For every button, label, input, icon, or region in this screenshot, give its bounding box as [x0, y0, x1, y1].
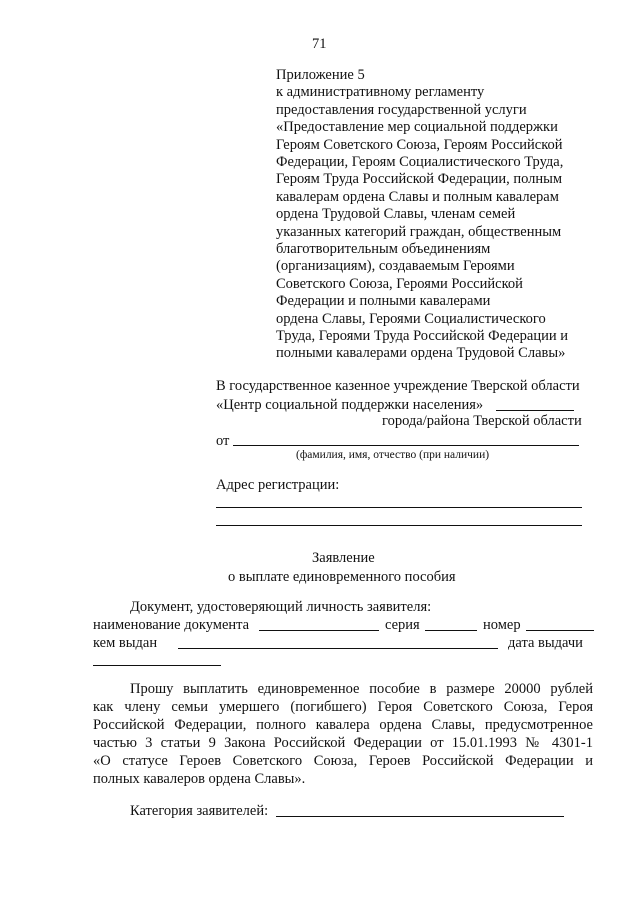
issue-date-field[interactable]	[93, 665, 221, 666]
appendix-line: ордена Славы, Героями Социалистического	[276, 310, 546, 327]
number-field[interactable]	[526, 630, 594, 631]
appendix-line: Героям Советского Союза, Героям Российской	[276, 136, 563, 153]
appendix-line: Федерации и полными кавалерами	[276, 293, 491, 310]
category-field[interactable]	[276, 816, 564, 817]
appendix-line: указанных категорий граждан, общественным	[276, 223, 562, 240]
fio-caption: (фамилия, имя, отчество (при наличии)	[296, 449, 490, 461]
district-field[interactable]	[496, 410, 574, 411]
addressee-line-3: города/района Тверской области	[382, 413, 582, 429]
address-field-2[interactable]	[216, 525, 582, 526]
series-label: серия	[385, 617, 420, 633]
from-label: от	[216, 433, 230, 449]
document-name-field[interactable]	[259, 630, 379, 631]
addressee-line-2: «Центр социальной поддержки населения»	[216, 397, 484, 413]
appendix-line: (организациям), создаваемым Героями	[276, 258, 515, 275]
applicant-name-field[interactable]	[233, 445, 579, 446]
appendix-line: благотворительным объединениям	[276, 241, 491, 257]
appendix-line: ордена Трудовой Славы, членам семей	[276, 206, 516, 223]
document-heading: Документ, удостоверяющий личность заявителя:	[130, 599, 432, 615]
appendix-line: Труда, Героями Труда Российской Федерации и	[276, 328, 569, 344]
appendix-line: полными кавалерами ордена Трудовой Славы»	[276, 345, 566, 362]
request-line-1: Прошу выплатить единовременное пособие в размере 20000 рублей	[130, 681, 593, 697]
appendix-line: предоставления государственной услуги	[276, 101, 527, 118]
appendix-line: Приложение 5	[276, 67, 365, 83]
appendix-line: Героям Труда Российской Федерации, полным	[276, 171, 563, 188]
request-line-2: как члену семьи умершего (погибшего) Героя Советского Союза, Героя	[93, 699, 593, 715]
appendix-line: Федерации, Героям Социалистического Труда,	[276, 154, 564, 170]
category-label: Категория заявителей:	[130, 803, 269, 819]
request-line-6: полных кавалеров ордена Славы».	[93, 771, 306, 787]
appendix-line: кавалерам ордена Славы и полным кавалерам	[276, 188, 559, 205]
series-field[interactable]	[425, 630, 477, 631]
issued-by-field[interactable]	[178, 648, 498, 649]
document-name-label: наименование документа	[93, 617, 250, 633]
page-title: Заявление	[312, 550, 375, 566]
address-label: Адрес регистрации:	[216, 477, 340, 493]
appendix-line: Советского Союза, Героями Российской	[276, 275, 523, 292]
page-subtitle: о выплате единовременного пособия	[228, 569, 456, 585]
request-line-3: Российской Федерации, полного кавалера ордена Славы, предусмотренное	[93, 717, 593, 733]
address-field-1[interactable]	[216, 507, 582, 508]
request-line-5: «О статусе Героев Советского Союза, Героев Российской Федерации и	[93, 753, 593, 769]
page-number: 71	[312, 36, 327, 52]
appendix-line: к административному регламенту	[276, 84, 485, 101]
appendix-line: «Предоставление мер социальной поддержки	[276, 119, 558, 136]
number-label: номер	[483, 617, 521, 633]
addressee-line-1: В государственное казенное учреждение Тверской области	[216, 378, 580, 394]
issued-by-label: кем выдан	[93, 635, 158, 651]
request-line-4: частью 3 статьи 9 Закона Российской Федерации от 15.01.1993 № 4301-1	[93, 735, 593, 751]
issue-date-label: дата выдачи	[508, 635, 583, 651]
